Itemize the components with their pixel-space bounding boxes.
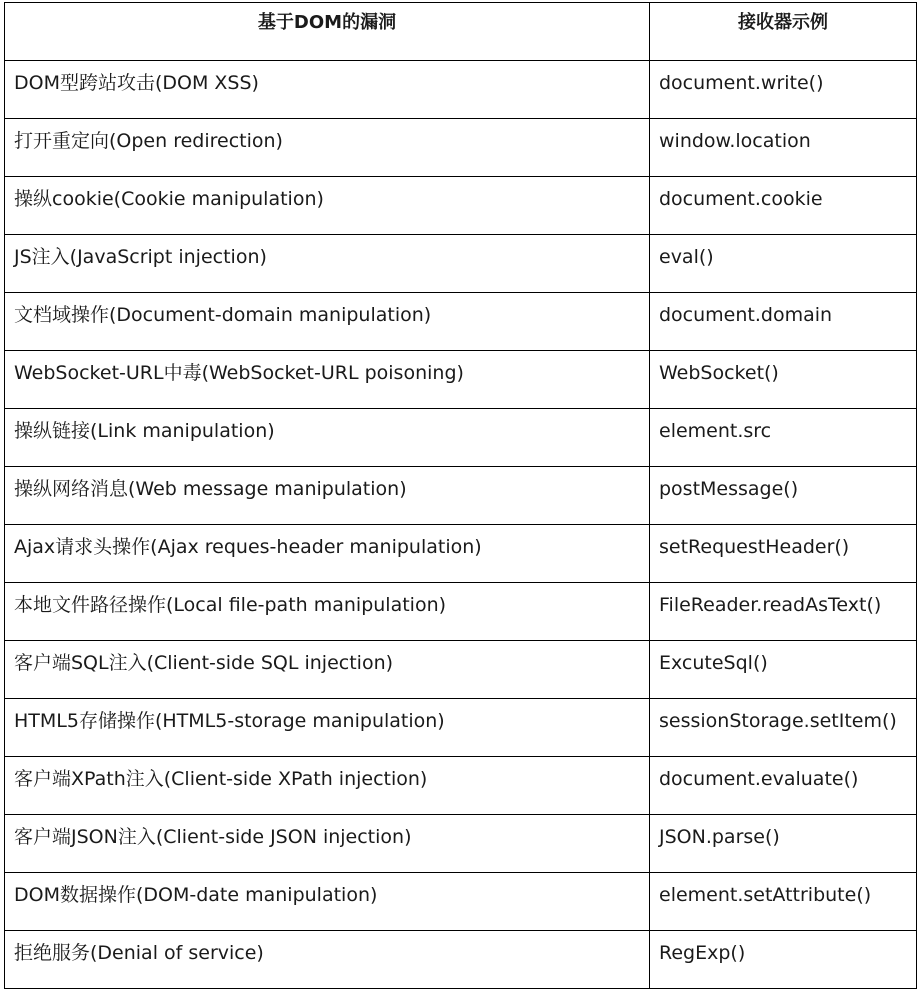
table-row	[5, 641, 917, 699]
vulnerability-cell: 操纵网络消息(Web message manipulation)	[5, 467, 650, 525]
table-header	[5, 3, 917, 61]
sink-example-cell: document.domain	[650, 293, 917, 351]
sink-example-cell: FileReader.readAsText()	[650, 583, 917, 641]
vulnerability-cell: 客户端SQL注入(Client-side SQL injection)	[5, 641, 650, 699]
table-row	[5, 177, 917, 235]
table-row	[5, 119, 917, 177]
sink-example-cell: element.src	[650, 409, 917, 467]
sink-example-cell: RegExp()	[650, 931, 917, 989]
sink-example-cell: window.location	[650, 119, 917, 177]
table-row	[5, 815, 917, 873]
vulnerability-cell: 操纵链接(Link manipulation)	[5, 409, 650, 467]
table-row	[5, 351, 917, 409]
table-row	[5, 235, 917, 293]
vulnerability-cell: Ajax请求头操作(Ajax reques-header manipulation)	[5, 525, 650, 583]
sink-example-cell: document.evaluate()	[650, 757, 917, 815]
sink-example-cell: postMessage()	[650, 467, 917, 525]
table-row	[5, 757, 917, 815]
sink-example-cell: JSON.parse()	[650, 815, 917, 873]
vulnerability-cell: 客户端JSON注入(Client-side JSON injection)	[5, 815, 650, 873]
vulnerability-cell: 打开重定向(Open redirection)	[5, 119, 650, 177]
header-vulnerability: 基于DOM的漏洞	[5, 3, 650, 61]
header-row	[5, 3, 917, 61]
table-body	[5, 61, 917, 989]
vulnerability-cell: 操纵cookie(Cookie manipulation)	[5, 177, 650, 235]
sink-example-cell: document.write()	[650, 61, 917, 119]
vulnerability-cell: DOM型跨站攻击(DOM XSS)	[5, 61, 650, 119]
table-row	[5, 525, 917, 583]
sink-example-cell: WebSocket()	[650, 351, 917, 409]
vulnerability-cell: WebSocket-URL中毒(WebSocket-URL poisoning)	[5, 351, 650, 409]
sink-example-cell: eval()	[650, 235, 917, 293]
table-row	[5, 293, 917, 351]
sink-example-cell: ExcuteSql()	[650, 641, 917, 699]
header-sink-example: 接收器示例	[650, 3, 917, 61]
table-row	[5, 873, 917, 931]
vulnerability-cell: 拒绝服务(Denial of service)	[5, 931, 650, 989]
table-row	[5, 699, 917, 757]
sink-example-cell: sessionStorage.setItem()	[650, 699, 917, 757]
dom-vulnerability-table	[4, 2, 917, 989]
table-row	[5, 467, 917, 525]
sink-example-cell: setRequestHeader()	[650, 525, 917, 583]
vulnerability-cell: HTML5存储操作(HTML5-storage manipulation)	[5, 699, 650, 757]
vulnerability-cell: DOM数据操作(DOM-date manipulation)	[5, 873, 650, 931]
table-row	[5, 583, 917, 641]
vulnerability-cell: 文档域操作(Document-domain manipulation)	[5, 293, 650, 351]
table-row	[5, 931, 917, 989]
vulnerability-cell: 本地文件路径操作(Local file-path manipulation)	[5, 583, 650, 641]
table-row	[5, 61, 917, 119]
sink-example-cell: document.cookie	[650, 177, 917, 235]
vulnerability-cell: JS注入(JavaScript injection)	[5, 235, 650, 293]
sink-example-cell: element.setAttribute()	[650, 873, 917, 931]
vulnerability-cell: 客户端XPath注入(Client-side XPath injection)	[5, 757, 650, 815]
table-row	[5, 409, 917, 467]
